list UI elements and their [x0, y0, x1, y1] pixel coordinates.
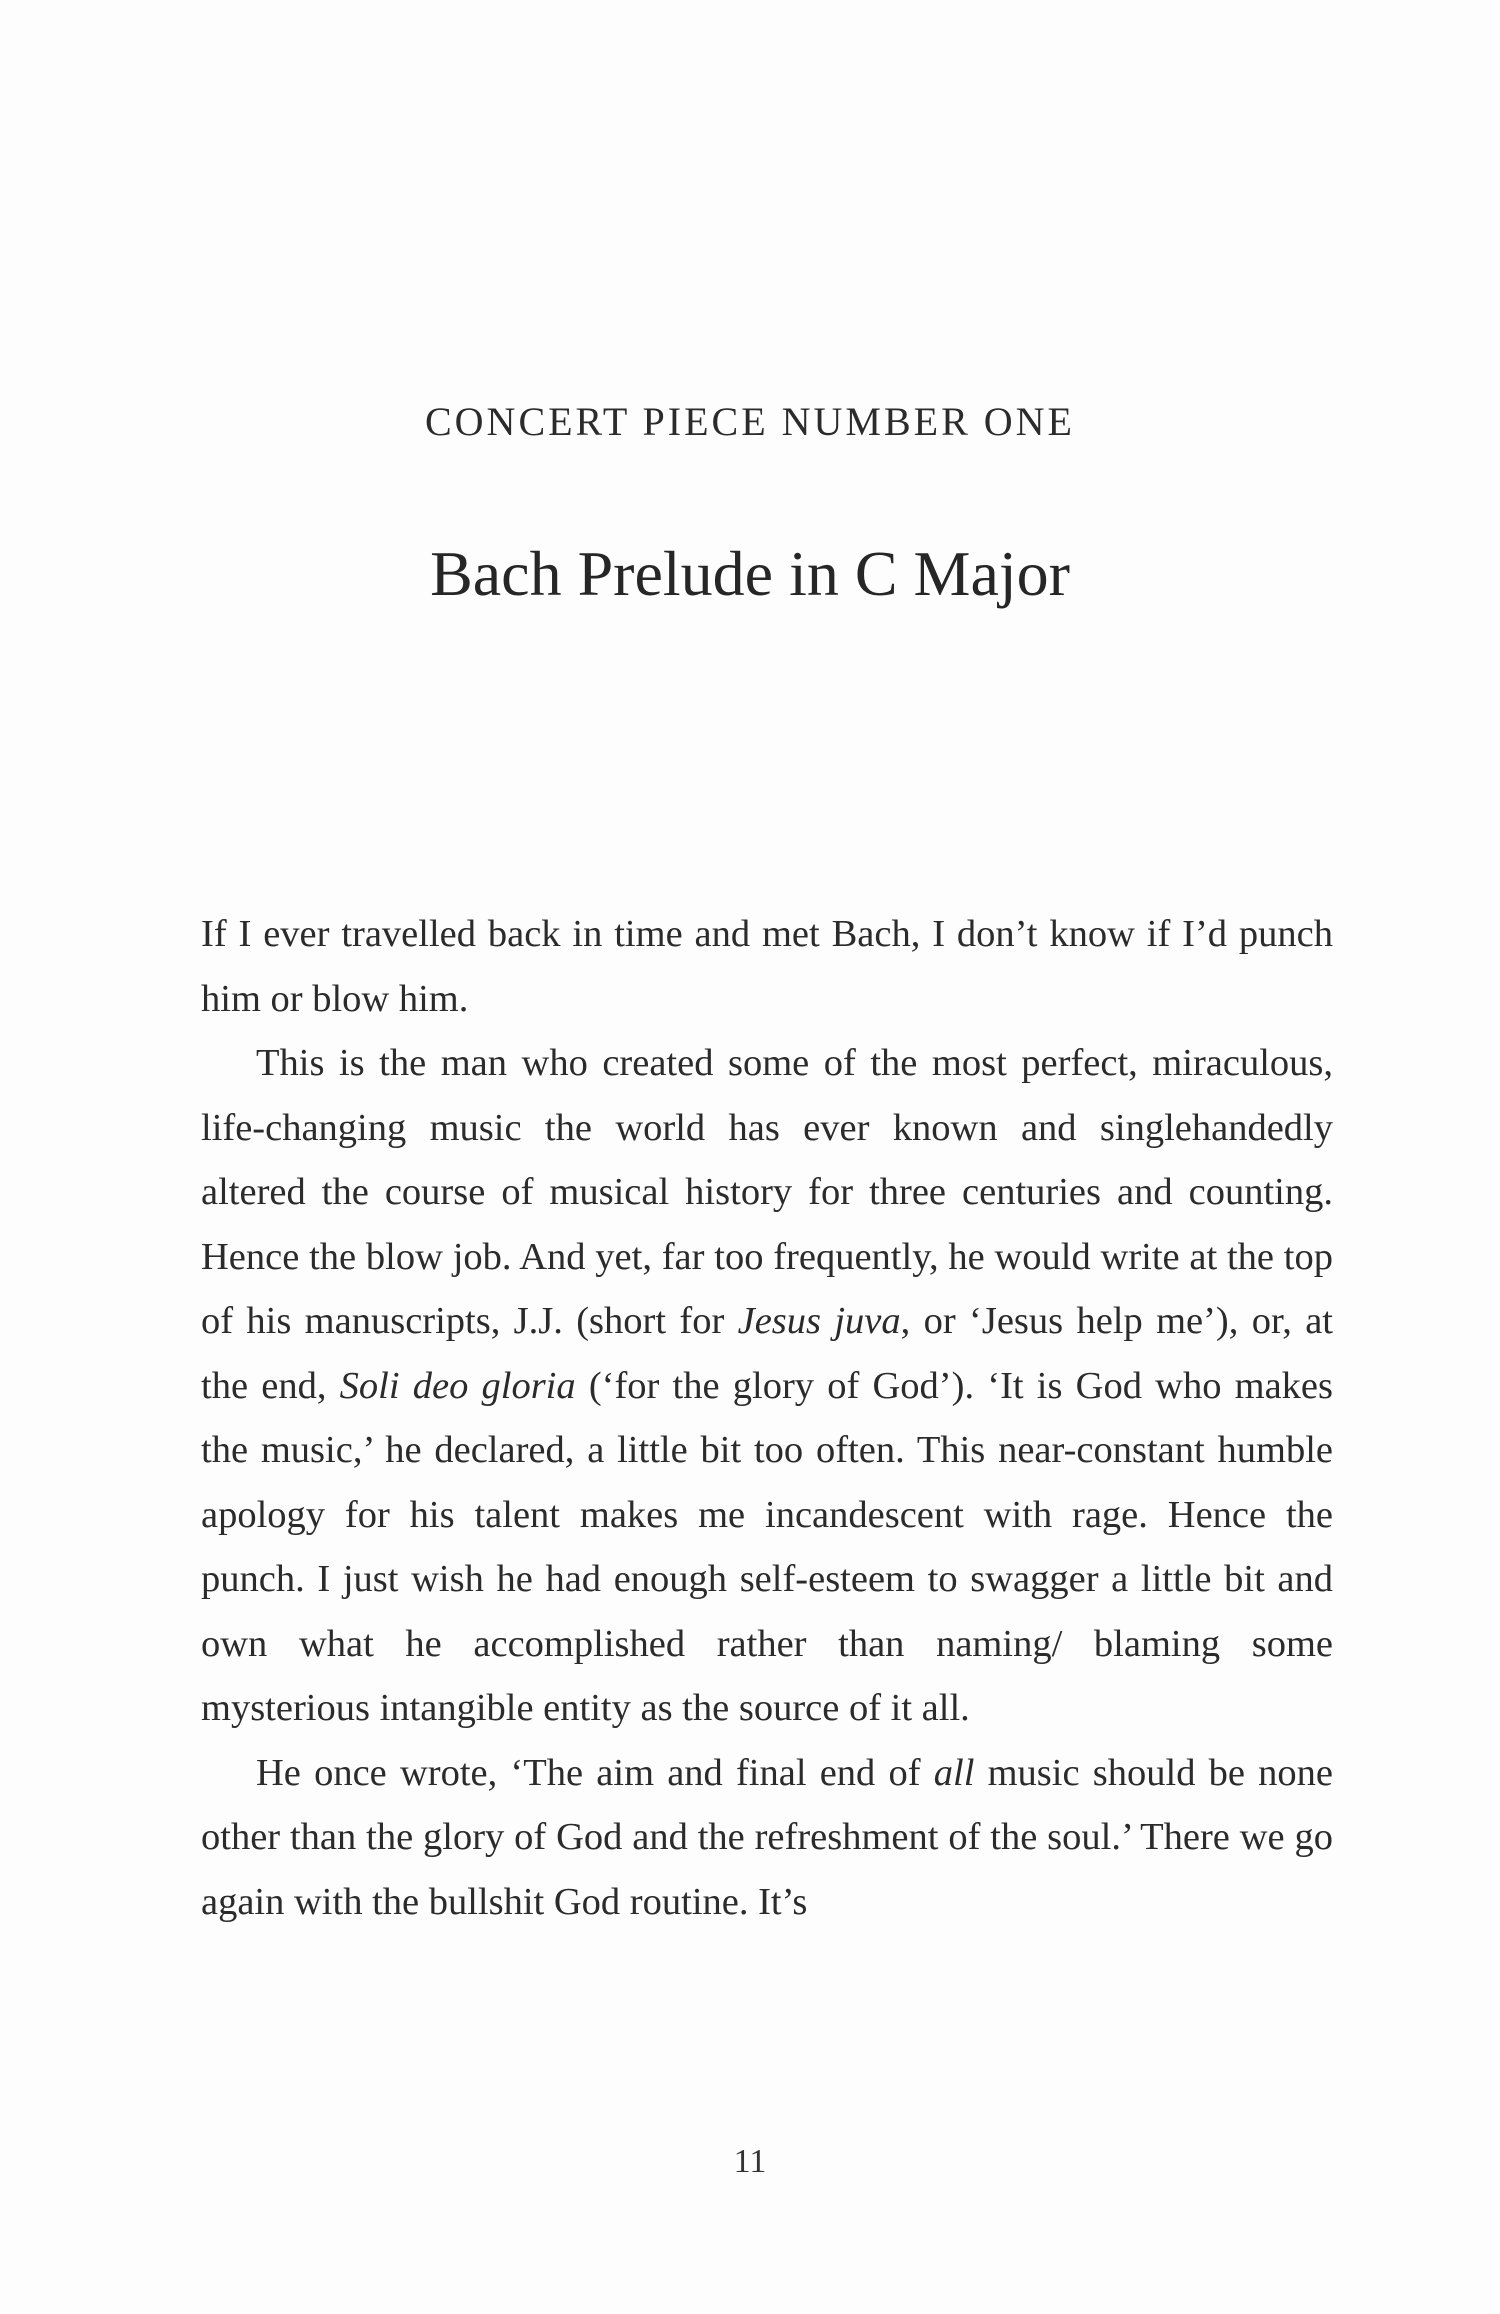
paragraph-2-text-b: , or ‘Jesus help me’), or, at the end, [201, 1300, 1333, 1407]
section-label: CONCERT PIECE NUMBER ONE [424, 399, 1075, 444]
paragraph-1-text: If I ever travelled back in time and met Bach, I don’t know if I’d punch him or blow him. [201, 913, 1333, 1020]
paragraph-3-text-a: He once wrote, ‘The aim and final end of [256, 1751, 934, 1794]
paragraph-2-text-c: (‘for the glory of God’). ‘It is God who makes the music,’ he declared, a little bit too often. This near-constant humble apology for his talent makes me incandescent with rage. Hence the punch. I just wish he had enough self-esteem to swagger a little bit and own what he accomplished rather than naming/ blaming some mysterious intangible entity as the source of it all. [201, 1364, 1334, 1729]
paragraph-3-text-b: music should be none other than the glory of God and the refreshment of the soul.’ There we go again with the bullshit God routine. It’s [201, 1751, 1333, 1923]
page-number: 11 [733, 2143, 767, 2180]
paragraph-2-italic-jesus-juva: Jesus juva [737, 1300, 901, 1342]
paragraph-2-text-a: This is the man who created some of the most perfect, miraculous, life-changing music the world has ever known and singlehandedly altered the course of musical history for three centuries and counting. Hence the blow job. And yet, far too frequently, he would write at the top of his manuscripts, J.J. (short for [201, 1042, 1333, 1342]
chapter-title: Bach Prelude in C Major [430, 538, 1070, 609]
paragraph-2-italic-soli-deo-gloria: Soli deo gloria [339, 1364, 576, 1407]
paragraph-3 [201, 1741, 1333, 1935]
body-text [201, 902, 1333, 1934]
paragraph-2 [201, 1031, 1333, 1741]
paragraph-1 [201, 902, 1333, 1031]
paragraph-3-italic-all: all [933, 1751, 975, 1794]
